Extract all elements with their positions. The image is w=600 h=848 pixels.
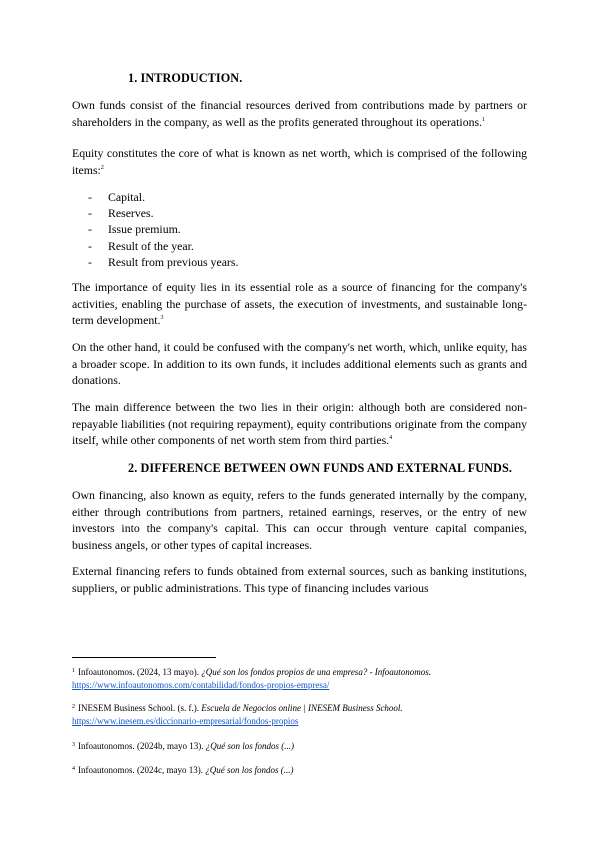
list-item: - Result of the year.: [88, 238, 194, 253]
section-2-paragraph-2: External financing refers to funds obtained from external sources, such as banking institutions, suppliers, or public administrations. This type of financing includes various: [72, 564, 527, 595]
intro-paragraph-3: The importance of equity lies in its essential role as a source of financing for the company's activities, enabling the purchase of assets, the execution of investments, and sustainable long-term development.$^3$: [72, 280, 527, 327]
footnote-3: $^3$ Infoautonomos. (2024b, mayo 13). ¿Qué son los fondos (...): [72, 741, 294, 751]
list-item: - Reserves.: [88, 206, 154, 221]
footnote-2: $^2$ INESEM Business School. (s. f.). Escuela de Negocios online | INESEM Business School. https://www.inesem.es/diccionario-empresarial/fondos-propios: [72, 701, 532, 728]
equity-items-list: [88, 189, 238, 270]
footnote-2-link[interactable]: https://www.inesem.es/diccionario-empresarial/fondos-propios: [72, 716, 299, 726]
intro-paragraph-4: On the other hand, it could be confused with the company's net worth, which, unlike equity, has a broader scope. In addition to its own funds, it includes additional elements such as grants and donations.: [72, 340, 527, 387]
section-2-paragraph-1: Own financing, also known as equity, refers to the funds generated internally by the company, either through contributions from partners, retained earnings, reserves, or the entry of new investors into the company's capital. This can occur through venture capital companies, business angels, or other types of capital increases.: [72, 488, 527, 552]
intro-paragraph-5: The main difference between the two lies in their origin: although both are considered non-repayable liabilities (not requiring repayment), equity contributions originate from the company itself, while other components of net worth stem from third parties.$^4$: [72, 400, 527, 447]
list-item: - Issue premium.: [88, 222, 181, 237]
section-1-heading: 1. INTRODUCTION.: [128, 71, 243, 85]
footnote-1-link[interactable]: https://www.infoautonomos.com/contabilidad/fondos-propios-empresa/: [72, 680, 330, 690]
footnote-ref-3[interactable]: 3: [160, 315, 164, 321]
footnote-1: $^1$ Infoautonomos. (2024, 13 mayo). ¿Qué son los fondos propios de una empresa? - Infoautonomos. https://www.infoautonomos.com/contabilidad/fondos-propios-empresa/: [72, 665, 532, 692]
footnote-ref-4[interactable]: 4: [389, 435, 393, 441]
footnote-ref-2[interactable]: 2: [100, 164, 104, 171]
list-item: - Result from previous years.: [88, 254, 239, 269]
intro-paragraph-1: Own funds consist of the financial resources derived from contributions made by partners or shareholders in the company, as well as the profits generated throughout its operations.$^1$: [72, 98, 527, 129]
footnote-4: $^4$ Infoautonomos. (2024c, mayo 13). ¿Qué son los fondos (...): [72, 765, 294, 775]
section-2-heading: 2. DIFFERENCE BETWEEN OWN FUNDS AND EXTERNAL FUNDS.: [128, 461, 512, 475]
intro-paragraph-2: Equity constitutes the core of what is known as net worth, which is comprised of the following items:$^2$: [72, 146, 527, 177]
list-item: - Capital.: [88, 190, 146, 204]
footnote-separator: [72, 657, 216, 658]
footnote-ref-1[interactable]: 1: [482, 116, 486, 123]
